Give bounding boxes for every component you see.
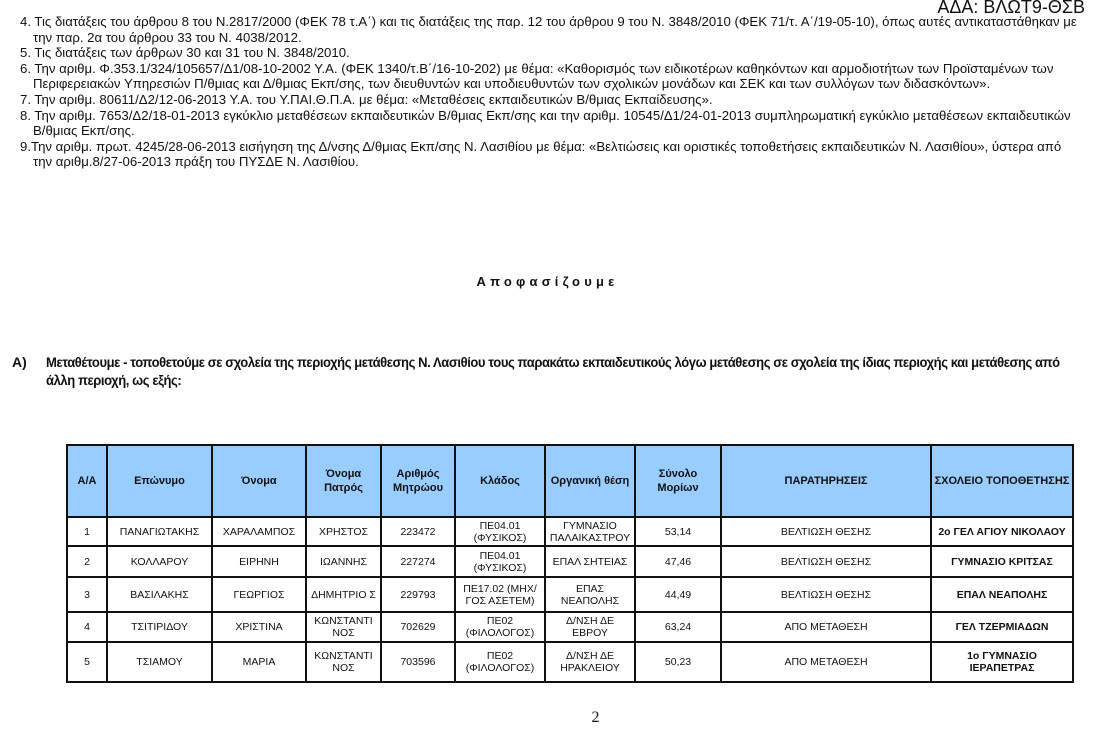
cell-father-name: ΚΩΝΣΤΑΝΤΙ ΝΟΣ	[306, 612, 381, 642]
cell-father-name: ΙΩΑΝΝΗΣ	[306, 546, 381, 577]
cell-organic-position: ΓΥΜΝΑΣΙΟ ΠΑΛΑΙΚΑΣΤΡΟΥ	[545, 517, 635, 546]
ada-code: ΑΔΑ: ΒΛΩΤ9-ΘΣΒ	[937, 0, 1085, 17]
cell-name: ΧΑΡΑΛΑΜΠΟΣ	[212, 517, 306, 546]
cell-registry-number: 702629	[381, 612, 455, 642]
col-header-aa: Α/Α	[67, 445, 107, 517]
col-header-total-points: Σύνολο Μορίων	[635, 445, 721, 517]
cell-specialty: ΠΕ02 (ΦΙΛΟΛΟΓΟΣ)	[455, 642, 545, 682]
col-header-name: Όνομα	[212, 445, 306, 517]
cell-total-points: 47,46	[635, 546, 721, 577]
cell-surname: ΚΟΛΛΑΡΟΥ	[107, 546, 212, 577]
cell-remarks: ΒΕΛΤΙΩΣΗ ΘΕΣΗΣ	[721, 577, 931, 612]
reference-item: 8. Την αριθμ. 7653/Δ2/18-01-2013 εγκύκλιο μεταθέσεων εκπαιδευτικών Β/θμιας Εκπ/σης και την αριθμ. 10545/Δ1/24-01-2013 συμπληρωματική εγκύκλιο μεταθέσεων εκπαιδευτικών Β/θμιας Εκπ/σης.	[20, 107, 1071, 139]
cell-placement-school: ΓΥΜΝΑΣΙΟ ΚΡΙΤΣΑΣ	[931, 546, 1073, 577]
reference-item: 9.Την αριθμ. πρωτ. 4245/28-06-2013 εισήγηση της Δ/νσης Δ/θμιας Εκπ/σης Ν. Λασιθίου με θέμα: «Βελτιώσεις και οριστικές τοποθετήσεις εκπαιδευτικών Ν. Λασιθίου», ύστερα από την αριθμ.8/27-06-2013 πράξη του ΠΥΣΔΕ Ν. Λασιθίου.	[20, 138, 1062, 170]
cell-aa: 2	[67, 546, 107, 577]
cell-surname: ΤΣΙΤΙΡΙΔΟΥ	[107, 612, 212, 642]
col-header-registry-number: Αριθμός Μητρώου	[381, 445, 455, 517]
cell-father-name: ΔΗΜΗΤΡΙΟ Σ	[306, 577, 381, 612]
cell-name: ΧΡΙΣΤΙΝΑ	[212, 612, 306, 642]
cell-organic-position: ΕΠΑΣ ΝΕΑΠΟΛΗΣ	[545, 577, 635, 612]
cell-specialty: ΠΕ17.02 (ΜΗΧ/ΓΟΣ ΑΣΕΤΕΜ)	[455, 577, 545, 612]
cell-total-points: 44,49	[635, 577, 721, 612]
cell-surname: ΤΣΙΑΜΟΥ	[107, 642, 212, 682]
reference-item: 5. Τις διατάξεις των άρθρων 30 και 31 του Ν. 3848/2010.	[20, 45, 350, 61]
cell-registry-number: 227274	[381, 546, 455, 577]
cell-aa: 4	[67, 612, 107, 642]
cell-organic-position: Δ/ΝΣΗ ΔΕ ΕΒΡΟΥ	[545, 612, 635, 642]
cell-surname: ΒΑΣΙΛΑΚΗΣ	[107, 577, 212, 612]
cell-total-points: 50,23	[635, 642, 721, 682]
col-header-surname: Επώνυμο	[107, 445, 212, 517]
cell-remarks: ΒΕΛΤΙΩΣΗ ΘΕΣΗΣ	[721, 517, 931, 546]
cell-specialty: ΠΕ04.01 (ΦΥΣΙΚΟΣ)	[455, 546, 545, 577]
cell-aa: 3	[67, 577, 107, 612]
cell-placement-school: 1ο ΓΥΜΝΑΣΙΟ ΙΕΡΑΠΕΤΡΑΣ	[931, 642, 1073, 682]
cell-father-name: ΚΩΝΣΤΑΝΤΙ ΝΟΣ	[306, 642, 381, 682]
cell-total-points: 53,14	[635, 517, 721, 546]
col-header-organic-position: Οργανική θέση	[545, 445, 635, 517]
cell-specialty: ΠΕ04.01 (ΦΥΣΙΚΟΣ)	[455, 517, 545, 546]
col-header-remarks: ΠΑΡΑΤΗΡΗΣΕΙΣ	[721, 445, 931, 517]
cell-specialty: ΠΕ02 (ΦΙΛΟΛΟΓΟΣ)	[455, 612, 545, 642]
cell-organic-position: Δ/ΝΣΗ ΔΕ ΗΡΑΚΛΕΙΟΥ	[545, 642, 635, 682]
placements-table	[66, 444, 1074, 683]
cell-placement-school: 2ο ΓΕΛ ΑΓΙΟΥ ΝΙΚΟΛΑΟΥ	[931, 517, 1073, 546]
section-a	[12, 353, 1072, 389]
cell-remarks: ΑΠΟ ΜΕΤΑΘΕΣΗ	[721, 642, 931, 682]
cell-aa: 5	[67, 642, 107, 682]
section-a-text: Μεταθέτουμε - τοποθετούμε σε σχολεία της περιοχής μετάθεσης Ν. Λασιθίου τους παρακάτω εκπαιδευτικούς λόγω μετάθεσης σε σχολεία της ίδιας περιοχής και μετάθεσης από άλλη περιοχή, ως εξής:	[46, 354, 1060, 388]
table-row	[67, 612, 1073, 642]
cell-organic-position: ΕΠΑΛ ΣΗΤΕΙΑΣ	[545, 546, 635, 577]
col-header-placement-school: ΣΧΟΛΕΙΟ ΤΟΠΟΘΕΤΗΣΗΣ	[931, 445, 1073, 517]
table-row	[67, 546, 1073, 577]
cell-placement-school: ΓΕΛ ΤΖΕΡΜΙΑΔΩΝ	[931, 612, 1073, 642]
cell-name: ΓΕΩΡΓΙΟΣ	[212, 577, 306, 612]
cell-remarks: ΒΕΛΤΙΩΣΗ ΘΕΣΗΣ	[721, 546, 931, 577]
cell-surname: ΠΑΝΑΓΙΩΤΑΚΗΣ	[107, 517, 212, 546]
cell-father-name: ΧΡΗΣΤΟΣ	[306, 517, 381, 546]
cell-registry-number: 229793	[381, 577, 455, 612]
section-a-label: Α)	[12, 354, 27, 370]
reference-item: 4. Τις διατάξεις του άρθρου 8 του Ν.2817/2000 (ΦΕΚ 78 τ.Α΄) και τις διατάξεις της παρ. 12 του άρθρου 9 του Ν. 3848/2010 (ΦΕΚ 71/τ. Α΄/19-05-10), όπως αυτές αντικαταστάθηκαν με την παρ. 2α του άρθρου 33 του Ν. 4038/2012.	[20, 14, 1077, 45]
reference-item: 7. Την αριθμ. 80611/Δ2/12-06-2013 Υ.Α. του Υ.ΠΑΙ.Θ.Π.Α. με θέμα: «Μεταθέσεις εκπαιδευτικών Β/θμιας Εκπαίδευσης».	[20, 91, 713, 107]
cell-name: ΜΑΡΙΑ	[212, 642, 306, 682]
cell-aa: 1	[67, 517, 107, 546]
cell-name: ΕΙΡΗΝΗ	[212, 546, 306, 577]
reference-item: 6. Την αριθμ. Φ.353.1/324/105657/Δ1/08-10-2002 Υ.Α. (ΦΕΚ 1340/τ.Β΄/16-10-202) με θέμα: «Καθορισμός των ειδικοτέρων καθηκόντων και αρμοδιοτήτων των Προϊσταμένων των Περιφερειακών Υπηρεσιών Π/θμιας και Δ/θμιας Εκπ/σης, των διευθυντών και υποδιευθυντών των σχολικών μονάδων και ΣΕΚ και των συλλόγων των διδασκόντων».	[20, 60, 1054, 92]
page-number: 2	[591, 709, 600, 726]
col-header-father-name: Όνομα Πατρός	[306, 445, 381, 517]
table-row	[67, 642, 1073, 682]
cell-registry-number: 703596	[381, 642, 455, 682]
col-header-specialty: Κλάδος	[455, 445, 545, 517]
table-row	[67, 577, 1073, 612]
table-row	[67, 517, 1073, 546]
cell-registry-number: 223472	[381, 517, 455, 546]
cell-placement-school: ΕΠΑΛ ΝΕΑΠΟΛΗΣ	[931, 577, 1073, 612]
legal-references	[20, 14, 1080, 170]
cell-remarks: ΑΠΟ ΜΕΤΑΘΕΣΗ	[721, 612, 931, 642]
cell-total-points: 63,24	[635, 612, 721, 642]
table-header-row	[67, 445, 1073, 517]
decision-heading: Αποφασίζουμε	[476, 274, 619, 289]
